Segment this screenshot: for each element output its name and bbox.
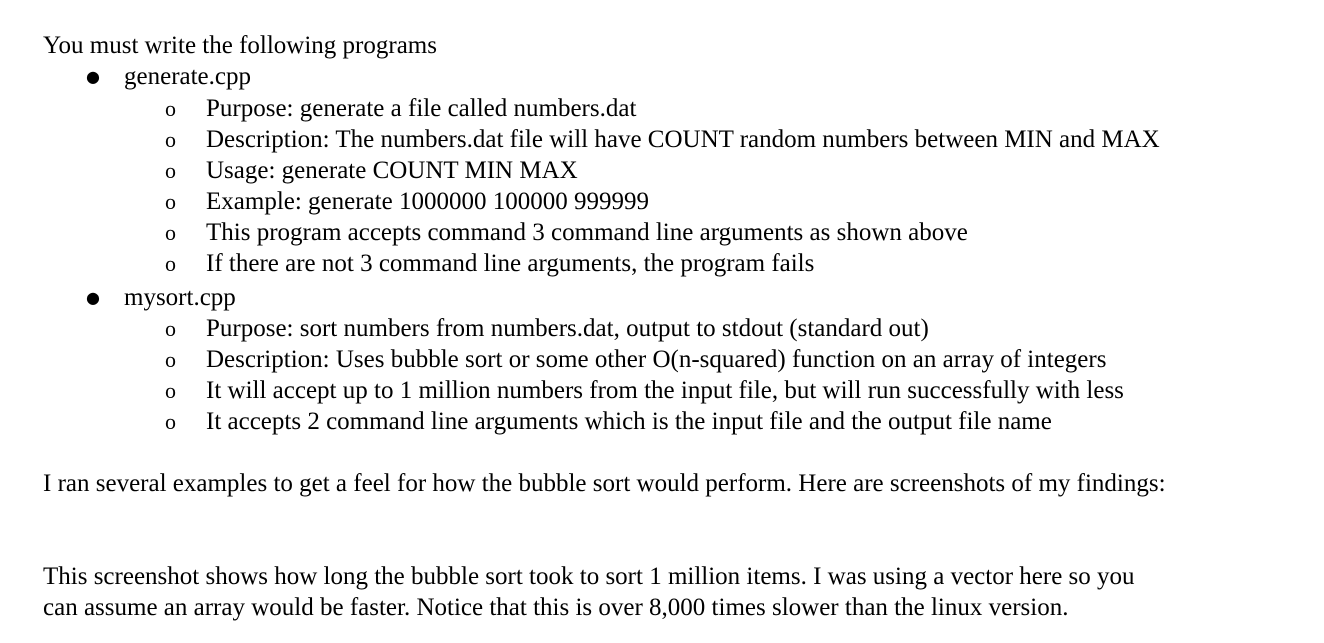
- list-item: It will accept up to 1 million numbers from the input file, but will run successfully with less: [206, 377, 1124, 404]
- list-item: If there are not 3 command line arguments, the program fails: [206, 250, 815, 277]
- sub-bullet-icon: o: [165, 220, 176, 245]
- sub-bullet-icon: o: [165, 96, 176, 121]
- sub-bullet-icon: o: [165, 347, 176, 372]
- sub-bullet-icon: o: [165, 251, 176, 276]
- sub-bullet-icon: o: [165, 409, 176, 434]
- sub-bullet-icon: o: [165, 189, 176, 214]
- bullet-icon: ●: [86, 288, 100, 307]
- list-item: Description: Uses bubble sort or some other O(n-squared) function on an array of integers: [206, 346, 1107, 373]
- sub-bullet-icon: o: [165, 316, 176, 341]
- screenshot-note-line1: This screenshot shows how long the bubble sort took to sort 1 million items. I was using a vector here so you: [43, 563, 1135, 590]
- list-item: Purpose: sort numbers from numbers.dat, output to stdout (standard out): [206, 315, 929, 342]
- program-name-mysort: mysort.cpp: [124, 284, 236, 311]
- list-item: Purpose: generate a file called numbers.dat: [206, 95, 637, 122]
- findings-paragraph: I ran several examples to get a feel for how the bubble sort would perform. Here are screenshots of my findings:: [43, 470, 1166, 497]
- list-item: Description: The numbers.dat file will have COUNT random numbers between MIN and MAX: [206, 126, 1160, 153]
- list-item: It accepts 2 command line arguments which is the input file and the output file name: [206, 408, 1052, 435]
- program-name-generate: generate.cpp: [124, 63, 252, 90]
- sub-bullet-icon: o: [165, 378, 176, 403]
- sub-bullet-icon: o: [165, 127, 176, 152]
- intro-text: You must write the following programs: [43, 32, 437, 59]
- list-item: This program accepts command 3 command line arguments as shown above: [206, 219, 968, 246]
- sub-bullet-icon: o: [165, 158, 176, 183]
- bullet-icon: ●: [86, 67, 100, 86]
- screenshot-note-line2: can assume an array would be faster. Notice that this is over 8,000 times slower than the linux version.: [43, 594, 1069, 621]
- list-item: Usage: generate COUNT MIN MAX: [206, 157, 578, 184]
- list-item: Example: generate 1000000 100000 999999: [206, 188, 649, 215]
